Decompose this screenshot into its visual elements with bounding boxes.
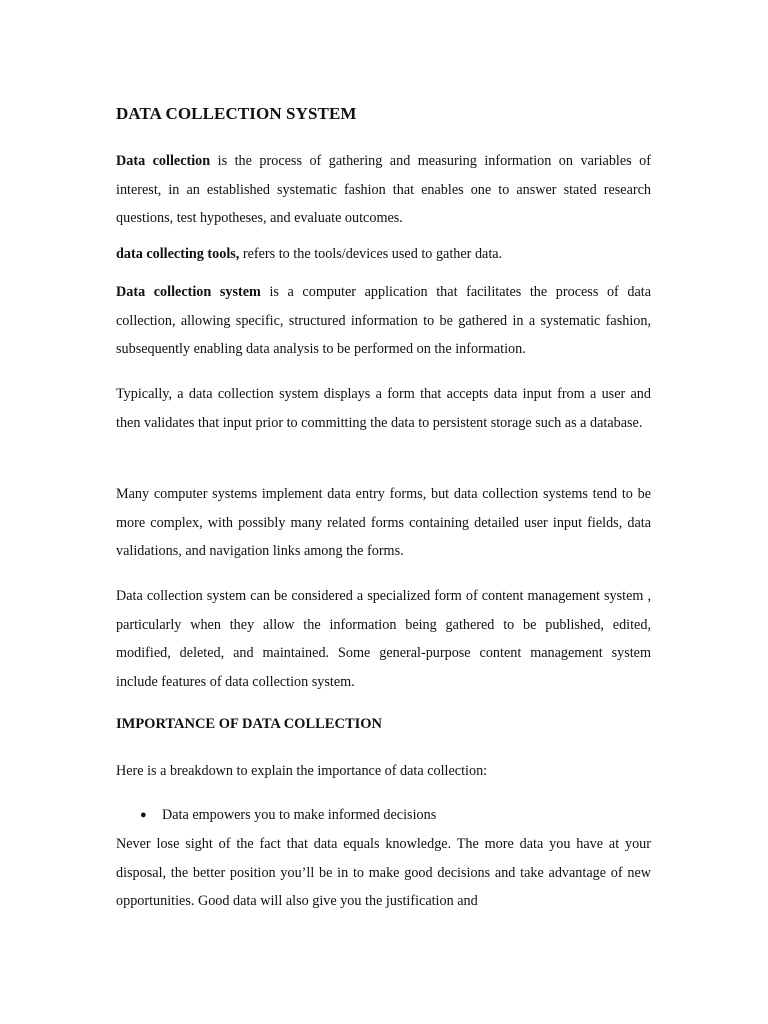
term-data-collection: Data collection	[116, 153, 211, 169]
paragraph-breakdown-intro: Here is a breakdown to explain the importance of data collection:	[116, 763, 488, 779]
paragraph-data-collecting-tools	[116, 240, 651, 269]
section-heading-importance: IMPORTANCE OF DATA COLLECTION	[116, 716, 383, 732]
bullet-text: Data empowers you to make informed decisions	[162, 807, 437, 823]
paragraph-text: is the process of gathering and measuring information on variables of interest, in an established systematic fashion that enables one to answer stated research questions, test hypotheses, and evaluate outcomes.	[116, 153, 651, 226]
bullet-item	[140, 805, 436, 825]
paragraph-data-collection-system	[116, 278, 651, 364]
paragraph-text: is a computer application that facilitates the process of data collection, allowing specific, structured information to be gathered in a systematic fashion, subsequently enabling data analysis to be performed on the information.	[116, 284, 651, 357]
page-title: DATA COLLECTION SYSTEM	[116, 104, 357, 123]
term-data-collecting-tools: data collecting tools,	[116, 246, 240, 262]
paragraph-data-entry-forms: Many computer systems implement data entry forms, but data collection systems tend to be more complex, with possibly many related forms containing detailed user input fields, data validations, and navigation links among the forms.	[116, 486, 651, 559]
paragraph-text: refers to the tools/devices used to gather data.	[239, 246, 503, 262]
paragraph-typical-form: Typically, a data collection system displays a form that accepts data input from a user and then validates that input prior to committing the data to persistent storage such as a database.	[116, 386, 651, 431]
paragraph-content-management: Data collection system can be considered a specialized form of content management system , particularly when they allow the information being gathered to be published, edited, modified, deleted, and maintained. Some general-purpose content management system include features of data collection system.	[116, 588, 651, 690]
bullet-dot-icon: ●	[140, 809, 147, 821]
paragraph-data-collection	[116, 147, 651, 233]
term-data-collection-system: Data collection system	[116, 284, 261, 300]
paragraph-data-equals-knowledge: Never lose sight of the fact that data equals knowledge. The more data you have at your disposal, the better position you’ll be in to make good decisions and take advantage of new opportunities. Good data will also give you the justification and	[116, 836, 651, 909]
